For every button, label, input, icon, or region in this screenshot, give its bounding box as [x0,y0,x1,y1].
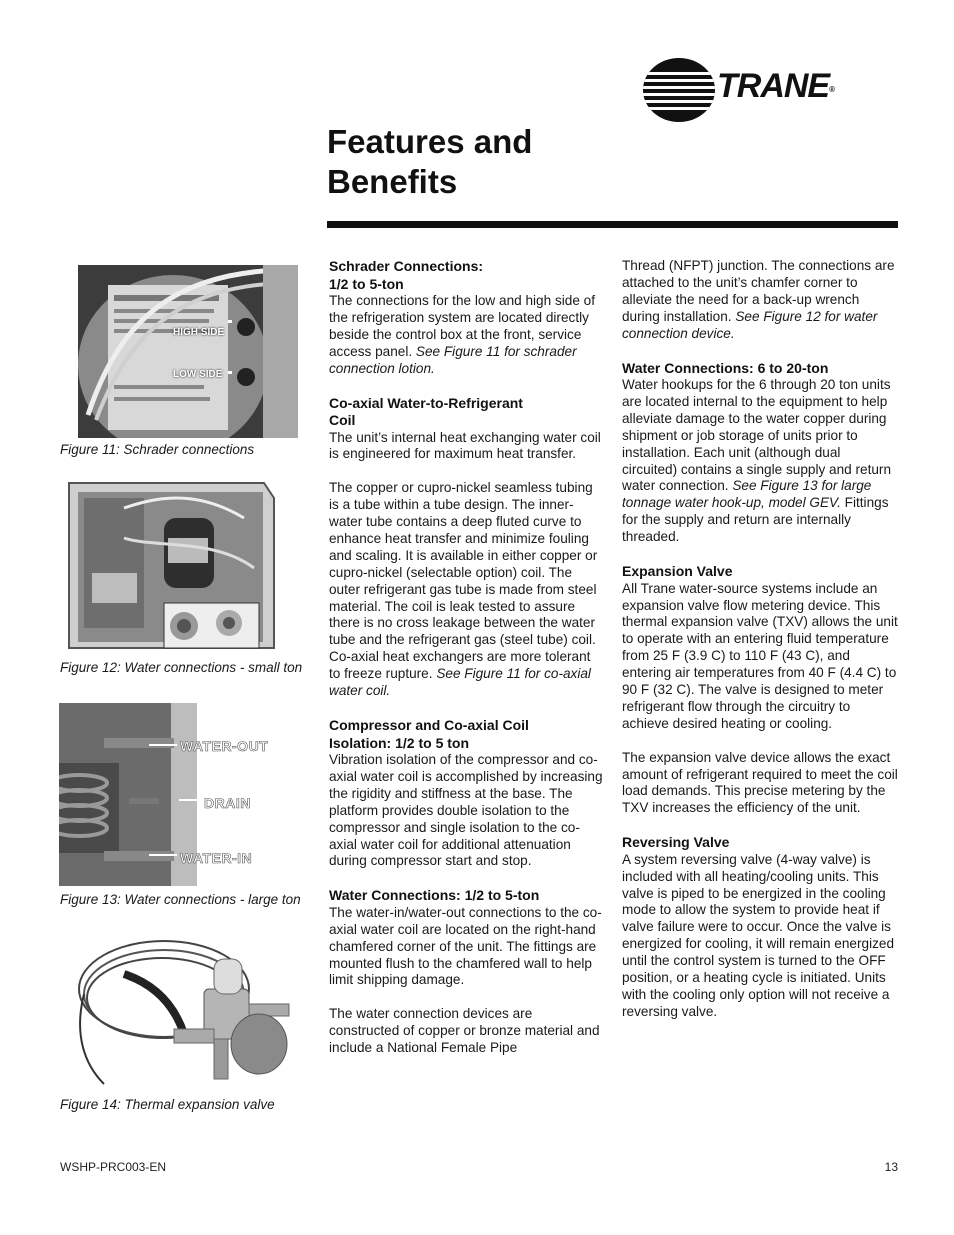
figure-14-photo [64,934,296,1090]
title-rule [327,221,898,228]
text-column-1 [329,258,605,1057]
figure-11-caption: Figure 11: Schrader connections [60,442,255,457]
heading-water-large: Water Connections: 6 to 20-ton [622,359,829,376]
low-side-label: LOW SIDE [173,369,223,380]
para-coaxial-2: The copper or cupro-nickel seamless tubing is a tube within a tube design. The inner-water tube contains a deep fluted curve to enhance heat transfer and minimize fouling and scaling. It is available in either copper or cupro-nickel (selectable option) coil. The outer refrigerant gas tube is made from steel material. The coil is leak tested to assure there is no cross leakage between the water tube and the refrigerant gas (steel tube) coil. Co-axial heat exchangers are more tolerant to freeze rupture. See Figure 11 for co-axial water coil. [329,480,598,699]
figure-11-photo [78,265,298,438]
figure-13-caption: Figure 13: Water connections - large ton [60,892,301,907]
figure-12-caption: Figure 12: Water connections - small ton [60,660,303,675]
heading-reversing-valve: Reversing Valve [622,834,730,851]
para-expansion-2: The expansion valve device allows the exact amount of refrigerant required to meet the coil load demands. This precise metering by the TXV increases the efficiency of the unit. [622,749,898,816]
trane-logo-wordmark: TRANE® [717,67,835,105]
para-water-large: Water hookups for the 6 through 20 ton units are located internal to the equipment to help alleviate damage to the water copper during shipment or job storage of units prior to installation. Each unit (although dual circuited) contains a single supply and return water connection. See Figure 13 for large tonnage water hook-up, model GEV. Fittings for the supply and return are internally threaded. [622,377,892,545]
figure-13-photo [59,703,197,886]
drain-label: DRAIN [204,795,251,811]
para-water-small-cont: Thread (NFPT) junction. The connections are attached to the unit’s chamfer corner to alleviate the need for a back-up wrench during installation. See Figure 12 for water connection device. [622,258,895,341]
high-side-label: HIGH SIDE [173,327,225,338]
page-number: 13 [884,1160,898,1174]
water-out-label: WATER-OUT [180,738,269,754]
heading-schrader: Schrader Connections: 1/2 to 5-ton [329,258,484,292]
para-reversing: A system reversing valve (4-way valve) is included with all heating/cooling units. This valve is piped to be energized in the cooling mode to allow the system to provide heat if valve failure were to occur. Once the valve is energized for cooling, it will remain energized until the control system is turned to the OFF position, or a heating cycle is initiated. Units with the cooling only option will not receive a reversing valve. [622,851,895,1019]
figure-14-caption: Figure 14: Thermal expansion valve [60,1097,275,1112]
para-schrader: The connections for the low and high side of the refrigeration system are located directly beside the control box at the front, service access panel. See Figure 11 for schrader connection lotion. [329,293,596,376]
text-column-2 [622,258,898,1021]
para-coaxial-1: The unit’s internal heat exchanging water coil is engineered for maximum heat transfer. [329,429,601,462]
water-in-label: WATER-IN [180,850,253,866]
para-water-small-1: The water-in/water-out connections to the co-axial water coil are located on the right-hand chamfered corner of the unit. The fittings are mounted flush to the chamfered wall to help limit shipping damage. [329,904,602,988]
para-water-small-2: The water connection devices are constructed of copper or bronze material and include a National Female Pipe [329,1006,600,1056]
figure-12-photo [64,478,276,652]
page-title: Features and Benefits [327,123,533,200]
heading-water-small: Water Connections: 1/2 to 5-ton [329,887,540,904]
doc-code: WSHP-PRC003-EN [60,1160,167,1174]
heading-expansion-valve: Expansion Valve [622,563,733,580]
heading-coaxial: Co-axial Water-to-Refrigerant Coil [329,394,523,429]
para-compressor: Vibration isolation of the compressor and co-axial water coil is accomplished by increasing the rigidity and stiffness at the base. The platform provides double isolation to the compressor and single isolation to the co-axial water coil for additional attenuation during compressor start and stop. [329,752,603,869]
trane-logo-mark [643,58,715,122]
para-expansion-1: All Trane water-source systems include an expansion valve flow metering device. This thermal expansion valve (TXV) allows the unit to operate with an entering fluid temperature from 25 F (3.9 C) to 110 F (43 C), and entering air temperatures from 40 F (4.4 C) to 90 F (32 C). The valve is designed to meter refrigerant flow through the circuitry to achieve desired heating or cooling. [622,580,898,731]
heading-compressor: Compressor and Co-axial Coil Isolation: 1/2 to 5 ton [329,717,529,751]
